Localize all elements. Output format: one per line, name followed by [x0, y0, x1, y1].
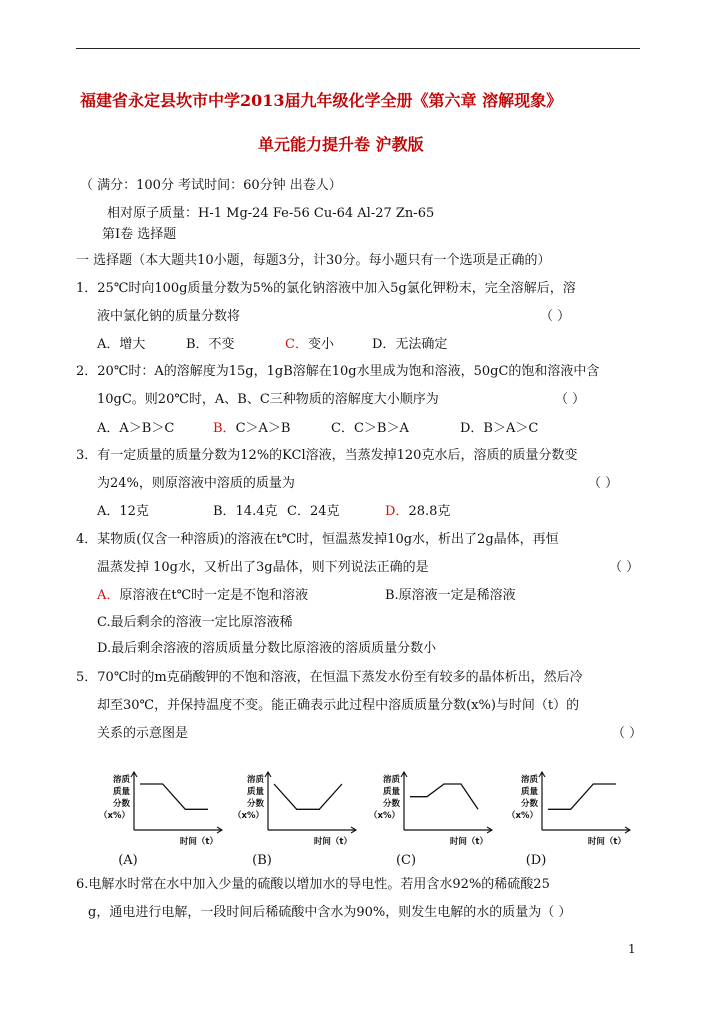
part-heading: 第Ⅰ卷 选择题 [102, 227, 177, 242]
q1-line2: 液中氯化钠的质量分数将 [97, 309, 241, 324]
q2-blank: （ ） [555, 392, 586, 407]
q3-option-d [385, 504, 450, 520]
exam-info: （ 满分：100分 考试时间：60分钟 出卷人） [80, 178, 342, 193]
y-axis-label: （x%） [507, 811, 538, 821]
q1-option-c-text: 变小 [307, 337, 334, 352]
q5-line1: 5．70℃时的m克硝酸钾的不饱和溶液，在恒温下蒸发水份至有较多的晶体析出，然后冷 [76, 670, 583, 685]
q2-option-b [213, 421, 290, 437]
q2-line1: 2．20℃时：A的溶解度为15g，1gB溶解在10g水里成为饱和溶液，50gC的饱和溶液中含 [76, 364, 600, 379]
q4-blank: （ ） [609, 560, 640, 575]
q2-line2: 10gC。则20℃时，A、B、C三种物质的溶解度大小顺序为 [97, 392, 439, 407]
q5-blank: （ ） [612, 726, 643, 741]
q1-option-c-letter: C． [285, 337, 308, 352]
q4-option-d: D.最后剩余溶液的溶质质量分数比原溶液的溶质质量分数小 [97, 641, 437, 656]
q4-option-b: B.原溶液一定是稀溶液 [385, 588, 516, 603]
y-axis-label: 溶质 [520, 775, 538, 785]
atomic-mass: 相对原子质量：H-1 Mg-24 Fe-56 Cu-64 Al-27 Zn-65 [107, 206, 435, 221]
q4-option-a [97, 588, 308, 604]
y-axis-label: 分数 [520, 799, 538, 809]
chart-svg [506, 764, 640, 868]
q5-line2: 却至30℃，并保持温度不变。能正确表示此过程中溶质质量分数(x%)与时间（t）的 [97, 698, 580, 713]
chart-svg [232, 764, 366, 868]
q6-line1: 6.电解水时常在水中加入少量的硫酸以增加水的导电性。若用含水92%的稀硫酸25 [76, 877, 550, 892]
q3-line1: 3．有一定质量的质量分数为12%的KCl溶液，当蒸发掉120克水后，溶质的质量分数变 [76, 448, 578, 463]
chart-a [98, 764, 232, 868]
y-axis-label: 溶质 [382, 775, 400, 785]
q1-option-c [285, 337, 334, 353]
q2-option-b-text: C＞A＞B [235, 421, 291, 436]
q1-option-d: D．无法确定 [372, 337, 448, 352]
series-line [410, 784, 478, 809]
q6-line2: g，通电进行电解，一段时间后稀硫酸中含水为90%，则发生电解的水的质量为（ ） [88, 905, 572, 920]
y-axis-label: 质量 [382, 787, 400, 797]
section-heading: 一 选择题（本大题共10小题，每题3分，计30分。每小题只有一个选项是正确的） [76, 253, 551, 268]
y-axis-label: 分数 [246, 799, 264, 809]
q1-option-a: A．增大 [97, 337, 146, 352]
chart-c [368, 764, 502, 868]
header-rule [76, 48, 640, 49]
title-line-1: 福建省永定县坎市中学2013届九年级化学全册《第六章 溶解现象》 [80, 91, 563, 110]
chart-b [232, 764, 366, 868]
x-axis-label: 时间（t） [313, 837, 352, 847]
q5-line3: 关系的示意图是 [97, 726, 189, 741]
chart-svg [368, 764, 502, 868]
y-axis-label: 质量 [112, 787, 130, 797]
chart-svg [98, 764, 232, 868]
y-axis-label: 质量 [246, 787, 264, 797]
q3-option-d-letter: D． [385, 504, 409, 519]
y-axis-label: （x%） [99, 811, 130, 821]
chart-d [506, 764, 640, 868]
x-axis-label: 时间（t） [449, 837, 488, 847]
q1-blank: （ ） [540, 309, 571, 324]
chart-caption: (C) [395, 853, 417, 868]
q2-option-c: C．C＞B＞A [331, 421, 409, 436]
q4-option-c: C.最后剩余的溶液一定比原溶液稀 [97, 615, 293, 630]
y-axis-label: 溶质 [246, 775, 264, 785]
q2-option-a: A．A＞B＞C [97, 421, 175, 436]
series-line [274, 784, 342, 809]
series-line [140, 784, 208, 809]
chart-caption: (B) [252, 853, 272, 868]
y-axis-label: 溶质 [112, 775, 130, 785]
title-line-2: 单元能力提升卷 沪教版 [258, 135, 424, 154]
y-axis-label: （x%） [369, 811, 400, 821]
y-axis-label: 分数 [112, 799, 130, 809]
q4-option-a-text: 原溶液在t℃时一定是不饱和溶液 [119, 588, 309, 603]
x-axis-label: 时间（t） [587, 837, 626, 847]
chart-caption: (A) [118, 853, 138, 868]
q3-blank: （ ） [588, 476, 619, 491]
q2-option-d: D．B＞A＞C [460, 421, 539, 436]
q4-line1: 4．某物质(仅含一种溶质)的溶液在t℃时，恒温蒸发掉10g水，析出了2g晶体，再恒 [76, 532, 559, 547]
q1-option-b: B．不变 [186, 337, 235, 352]
q3-line2: 为24%，则原溶液中溶质的质量为 [97, 476, 295, 491]
q3-option-d-text: 28.8克 [408, 504, 451, 519]
page-number: 1 [628, 942, 636, 956]
y-axis-label: 分数 [382, 799, 400, 809]
q3-option-a: A．12克 [97, 504, 149, 519]
y-axis-label: （x%） [233, 811, 264, 821]
y-axis-label: 质量 [520, 787, 538, 797]
x-axis-label: 时间（t） [179, 837, 218, 847]
q4-line2: 温蒸发掉 10g水，又析出了3g晶体，则下列说法正确的是 [97, 560, 429, 575]
q3-option-c: C．24克 [287, 504, 340, 519]
q3-option-b: B．14.4克 [213, 504, 278, 519]
q2-option-b-letter: B． [213, 421, 236, 436]
chart-caption: (D) [525, 853, 547, 868]
q1-line1: 1．25℃时向100g质量分数为5%的氯化钠溶液中加入5g氯化钾粉末，完全溶解后，溶 [76, 281, 576, 296]
q4-option-a-letter: A． [97, 588, 120, 603]
series-line [548, 784, 616, 809]
